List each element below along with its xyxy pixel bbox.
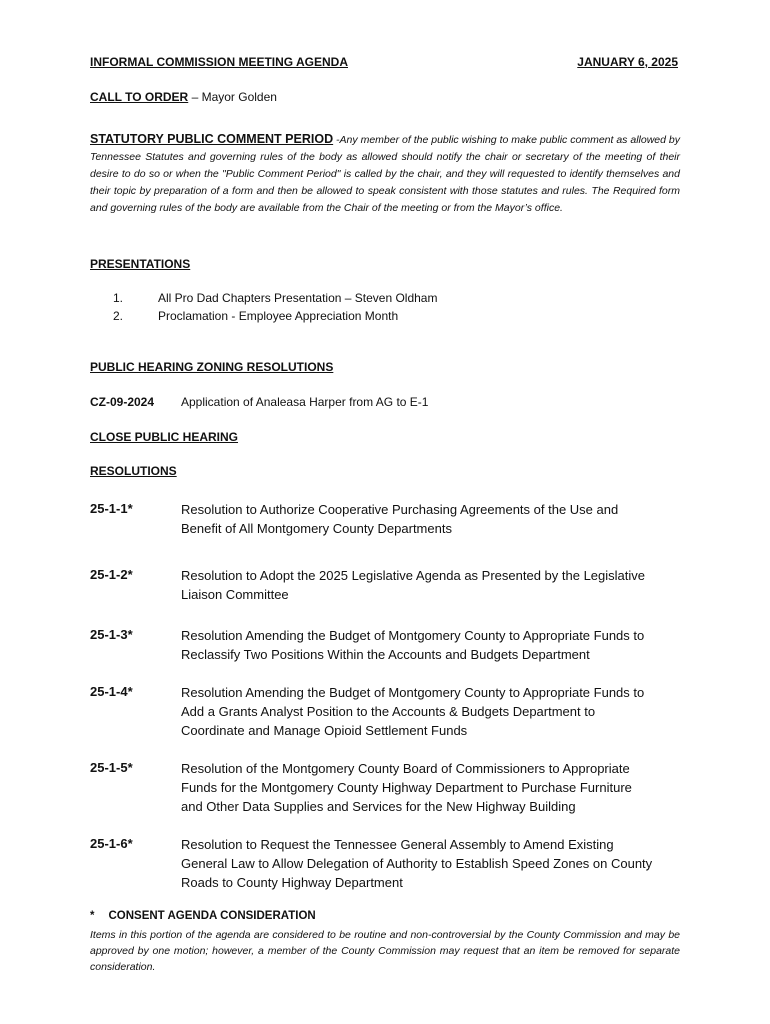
public-hearing-heading: PUBLIC HEARING ZONING RESOLUTIONS (90, 360, 334, 374)
resolution-line: Resolution to Request the Tennessee General Assembly to Amend Existing (181, 837, 614, 852)
resolution-text (181, 835, 652, 892)
presentation-item-2: Proclamation - Employee Appreciation Month (158, 309, 399, 323)
close-public-hearing: CLOSE PUBLIC HEARING (90, 430, 239, 444)
zoning-case-text: Application of Analeasa Harper from AG to E-1 (181, 395, 429, 409)
resolution-line: Resolution to Adopt the 2025 Legislative Agenda as Presented by the Legislative (181, 568, 645, 583)
call-to-order-heading: CALL TO ORDER (90, 90, 189, 104)
resolution-text (181, 683, 644, 740)
resolution-line: Resolution Amending the Budget of Montgomery County to Appropriate Funds to (181, 685, 645, 700)
resolution-number: 25-1-1* (90, 501, 133, 516)
resolution-line: Resolution to Authorize Cooperative Purchasing Agreements of the Use and (181, 502, 619, 517)
resolution-line: Resolution Amending the Budget of Montgomery County to Appropriate Funds to (181, 628, 645, 643)
consent-text: Items in this portion of the agenda are considered to be routine and non-controversial by the County Commission and may be approved by one motion; however, a member of the County Commission may request that an item be removed for separate consideration. (90, 929, 680, 973)
consent-heading-line (90, 910, 316, 922)
public-comment-heading: STATUTORY PUBLIC COMMENT PERIOD (90, 132, 334, 146)
resolution-line: and Other Data Supplies and Services for the New Highway Building (181, 799, 576, 814)
zoning-case-number: CZ-09-2024 (90, 395, 155, 409)
asterisk-marker: * (90, 910, 95, 922)
resolution-line: Liaison Committee (181, 587, 289, 602)
resolution-line: Resolution of the Montgomery County Board of Commissioners to Appropriate (181, 761, 630, 776)
resolution-line: Benefit of All Montgomery County Departments (181, 521, 452, 536)
resolution-line: Reclassify Two Positions Within the Accounts and Budgets Department (181, 647, 590, 662)
resolution-text (181, 500, 618, 538)
resolution-number: 25-1-2* (90, 567, 133, 582)
resolution-line: General Law to Allow Delegation of Authority to Establish Speed Zones on County (181, 856, 653, 871)
agenda-title: INFORMAL COMMISSION MEETING AGENDA (90, 55, 348, 69)
resolution-number: 25-1-3* (90, 627, 133, 642)
public-comment-text: -Any member of the public wishing to make public comment as allowed by Tennessee Statutes and governing rules of the body as allowed should notify the chair or secretary of the meeting of their desire to do so or when the "Public Comment Period" is called by the chair, and they will requested to identify themselves and their topic by preparation of a form and then be allowed to speak consistent with those statutes and rules. The Required form and governing rules of the body are available from the Chair of the meeting or from the Mayor’s office. (90, 134, 680, 214)
resolution-line: Add a Grants Analyst Position to the Accounts & Budgets Department to (181, 704, 596, 719)
resolution-text (181, 759, 632, 816)
call-to-order (90, 90, 277, 104)
presentation-num-2: 2. (113, 309, 124, 323)
presentations-heading: PRESENTATIONS (90, 257, 191, 271)
presentation-num-1: 1. (113, 291, 124, 305)
public-comment-section (90, 131, 680, 217)
resolutions-heading: RESOLUTIONS (90, 464, 177, 478)
call-to-order-text: – Mayor Golden (188, 90, 277, 104)
resolution-line: Funds for the Montgomery County Highway Department to Purchase Furniture (181, 780, 632, 795)
presentation-item-1: All Pro Dad Chapters Presentation – Steven Oldham (158, 291, 438, 305)
resolution-number: 25-1-5* (90, 760, 133, 775)
resolution-line: Roads to County Highway Department (181, 875, 403, 890)
resolution-text (181, 566, 645, 604)
consent-heading: CONSENT AGENDA CONSIDERATION (108, 910, 316, 922)
resolution-text (181, 626, 644, 664)
agenda-date: JANUARY 6, 2025 (577, 55, 678, 69)
resolution-number: 25-1-4* (90, 684, 133, 699)
resolution-line: Coordinate and Manage Opioid Settlement Funds (181, 723, 468, 738)
resolution-number: 25-1-6* (90, 836, 133, 851)
